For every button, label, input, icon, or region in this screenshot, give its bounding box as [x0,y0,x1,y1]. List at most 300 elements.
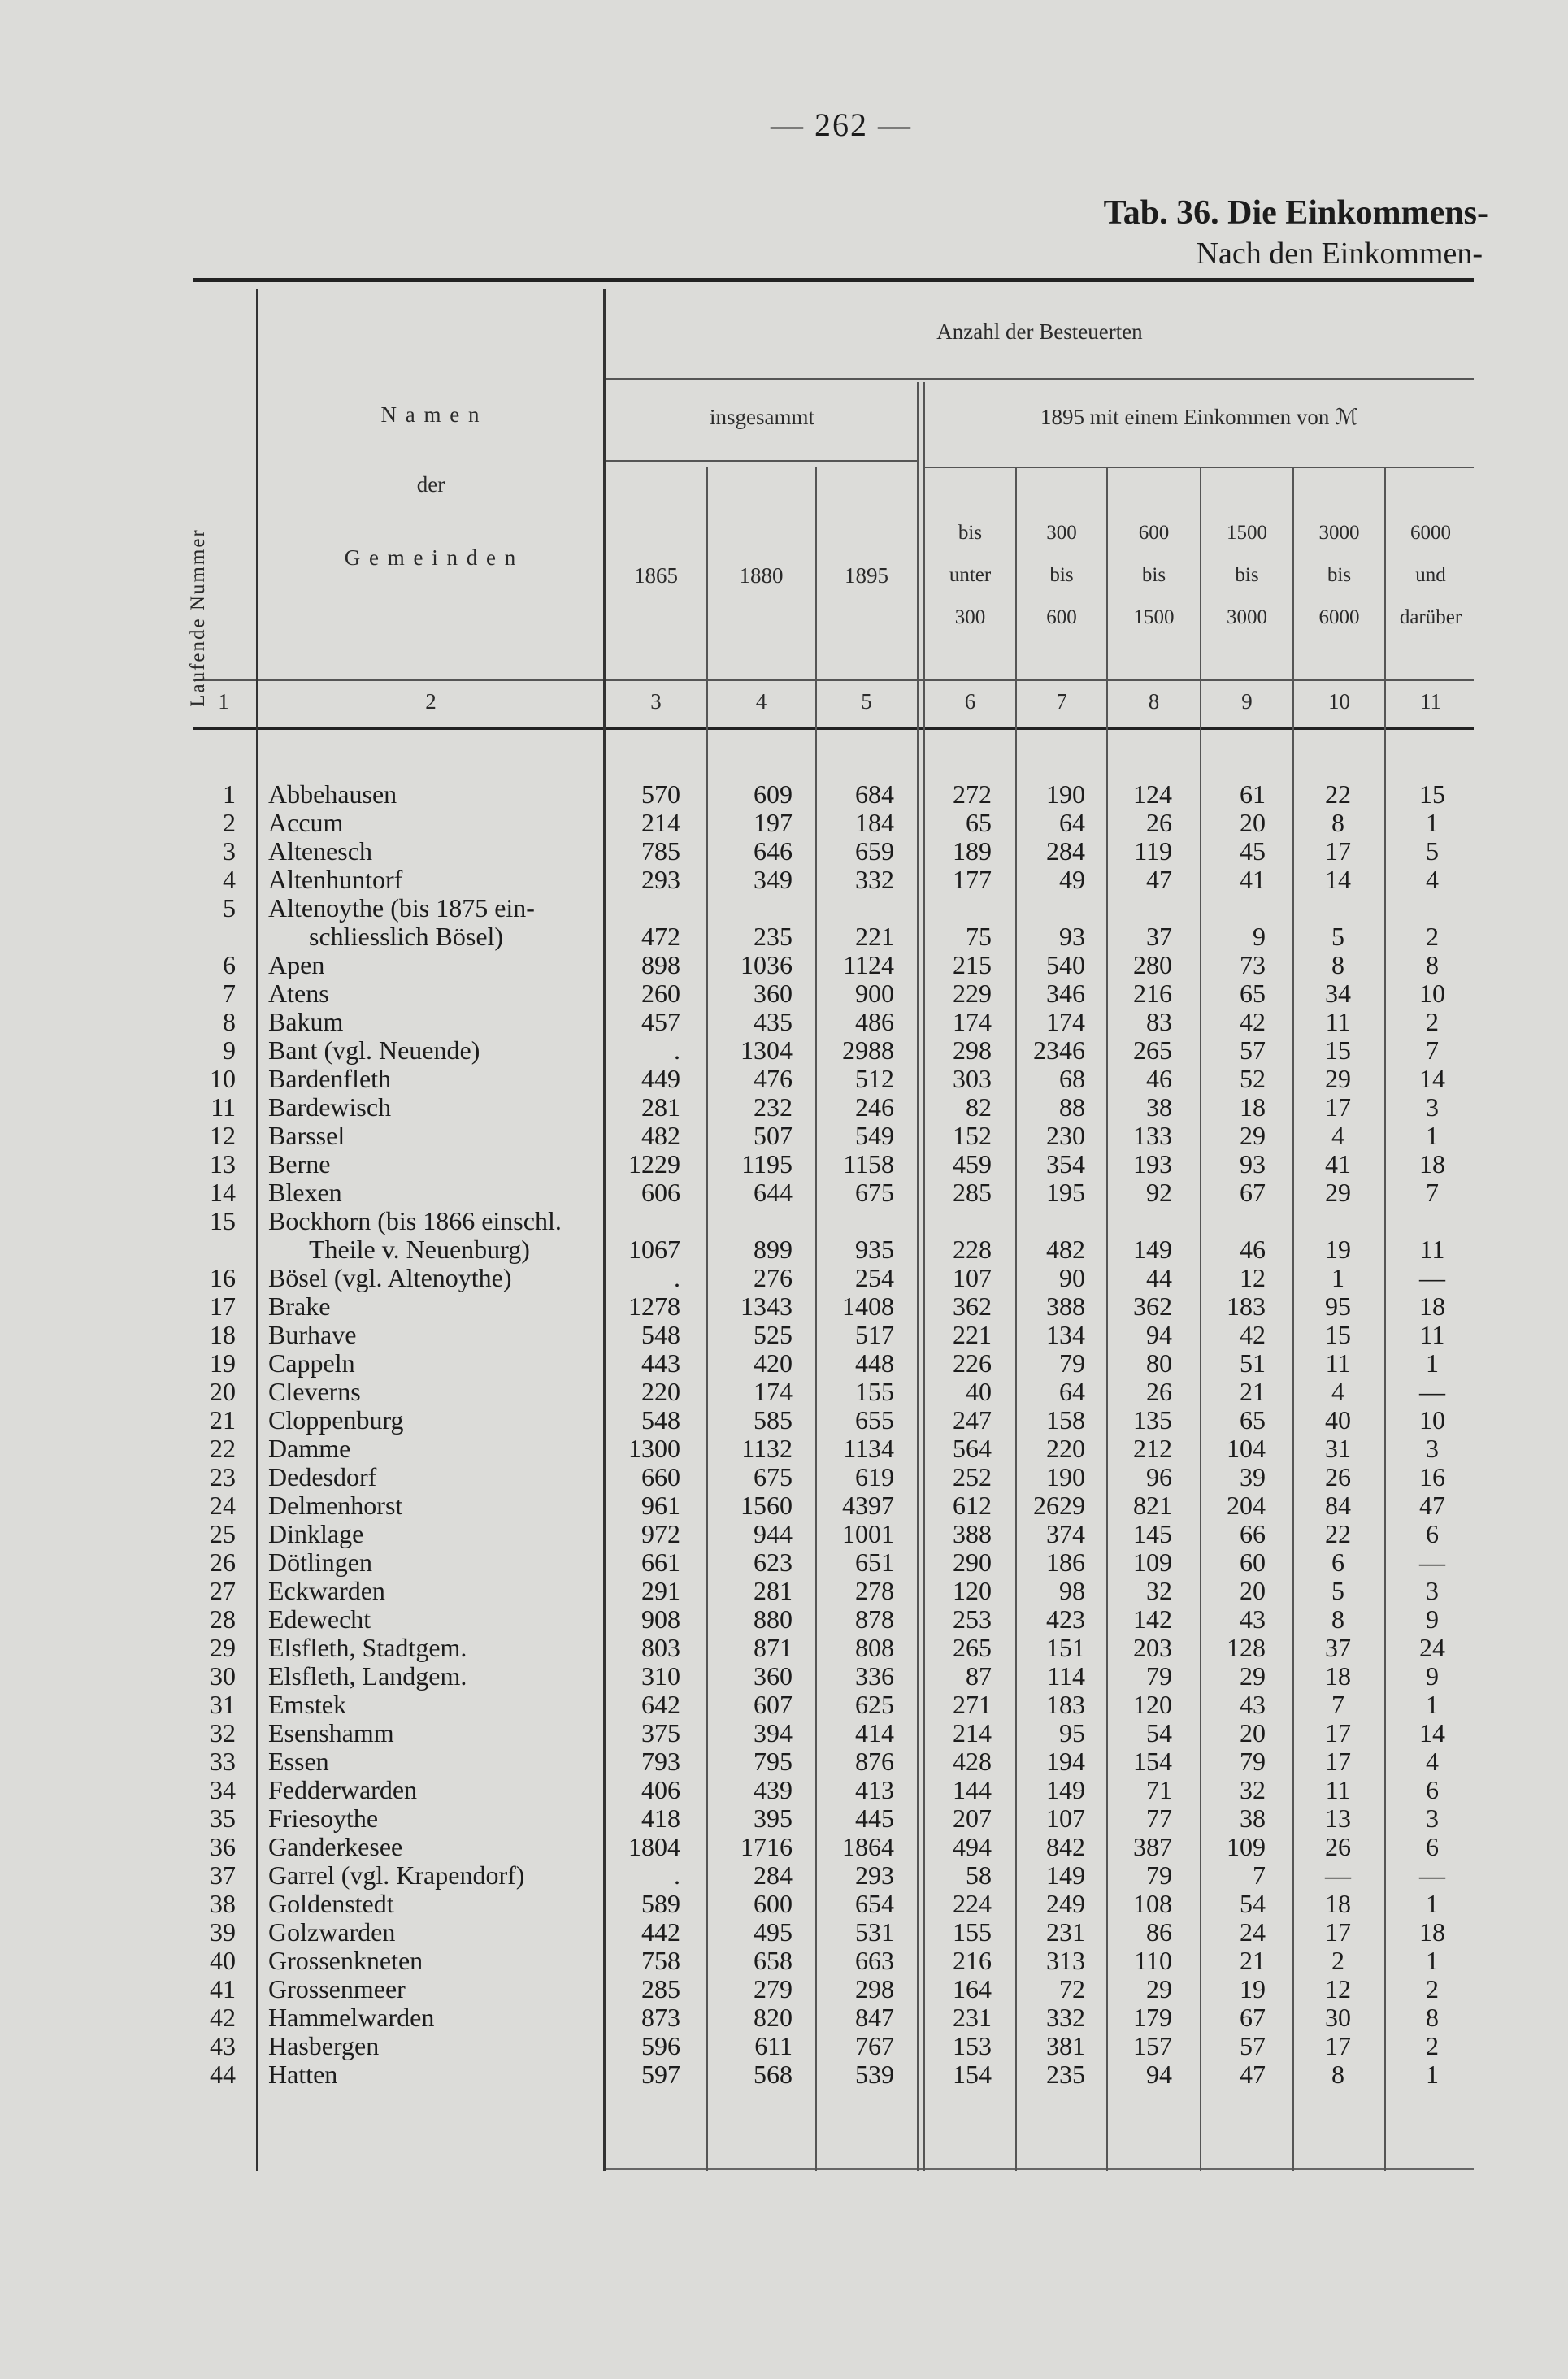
row-value-col-11: 14 [1419,1064,1445,1093]
row-value-col-10: 7 [1331,1690,1344,1719]
row-number: 5 [223,893,236,923]
header-anzahl: Anzahl der Besteuerten [936,319,1143,344]
row-value-col-8: 110 [1134,1946,1172,1975]
row-value-col-7: 230 [1046,1121,1085,1150]
row-value-col-8: 71 [1146,1775,1172,1804]
header-bracket-1-line-1: bis [1049,564,1074,586]
row-name: Garrel (vgl. Krapendorf) [268,1860,525,1890]
row-value-col-10: 18 [1325,1889,1351,1918]
row-value-col-11: 14 [1419,1718,1445,1747]
row-value-col-6: 494 [953,1832,992,1861]
row-value-col-4: 232 [754,1092,793,1122]
row-value-col-4: 623 [754,1548,793,1577]
row-name: Bösel (vgl. Altenoythe) [268,1263,512,1292]
row-value-col-6: 231 [953,2003,992,2032]
row-value-col-5: 517 [855,1320,894,1349]
header-year-1865: 1865 [634,563,678,588]
row-value-col-11: 1 [1426,1889,1439,1918]
header-names-line2: der [416,472,445,497]
row-number: 3 [223,836,236,866]
row-value-col-4: 235 [754,922,793,951]
row-number: 31 [210,1690,236,1719]
row-value-col-7: 540 [1046,950,1085,979]
row-value-col-10: 14 [1325,865,1351,894]
row-value-col-6: 154 [953,2060,992,2089]
row-value-col-4: 871 [754,1633,793,1662]
row-value-col-4: 420 [754,1348,793,1378]
row-value-col-5: 293 [855,1860,894,1890]
row-value-col-10: 17 [1325,1092,1351,1122]
row-value-col-6: 564 [953,1434,992,1463]
row-value-col-9: 104 [1227,1434,1266,1463]
row-value-col-7: 374 [1046,1519,1085,1548]
row-name: Apen [268,950,325,979]
row-number: 7 [223,979,236,1008]
row-value-col-6: 228 [953,1235,992,1264]
row-name: Altenesch [268,836,372,866]
row-value-col-11: 2 [1426,2031,1439,2060]
row-value-col-6: 285 [953,1178,992,1207]
row-value-col-7: 149 [1046,1860,1085,1890]
row-name: Altenoythe (bis 1875 ein- [268,893,535,923]
row-value-col-3: 908 [641,1604,680,1634]
row-value-col-5: 1864 [842,1832,894,1861]
row-value-col-9: 20 [1240,1718,1266,1747]
row-value-col-8: 216 [1133,979,1172,1008]
row-value-col-5: 512 [855,1064,894,1093]
row-value-col-10: 17 [1325,1747,1351,1776]
row-value-col-11: 47 [1419,1491,1445,1520]
row-name: Cappeln [268,1348,355,1378]
row-value-col-5: 654 [855,1889,894,1918]
row-value-col-7: 482 [1046,1235,1085,1264]
row-value-col-7: 64 [1059,1377,1085,1406]
row-value-col-8: 120 [1133,1690,1172,1719]
row-value-col-11: 1 [1426,808,1439,837]
row-value-col-6: 224 [953,1889,992,1918]
row-value-col-10: 8 [1331,2060,1344,2089]
row-value-col-4: 507 [754,1121,793,1150]
row-value-col-9: 41 [1240,865,1266,894]
row-value-col-7: 79 [1059,1348,1085,1378]
row-value-col-5: 675 [855,1178,894,1207]
row-value-col-4: 585 [754,1405,793,1435]
row-value-col-7: 235 [1046,2060,1085,2089]
row-value-col-9: 109 [1227,1832,1266,1861]
row-value-col-3: 548 [641,1320,680,1349]
row-value-col-3: 597 [641,2060,680,2089]
row-value-col-3: 1278 [628,1292,680,1321]
row-number: 43 [210,2031,236,2060]
row-value-col-11: 15 [1419,779,1445,809]
row-value-col-6: 153 [953,2031,992,2060]
row-value-col-11: 7 [1426,1035,1439,1065]
row-value-col-8: 124 [1133,779,1172,809]
row-value-col-5: 619 [855,1462,894,1491]
row-value-col-8: 108 [1133,1889,1172,1918]
row-value-col-5: 4397 [842,1491,894,1520]
row-value-col-3: 482 [641,1121,680,1150]
row-name: Elsfleth, Stadtgem. [268,1633,467,1662]
row-value-col-11: 10 [1419,979,1445,1008]
row-value-col-3: 406 [641,1775,680,1804]
row-value-col-11: 8 [1426,2003,1439,2032]
row-value-col-8: 86 [1146,1917,1172,1947]
row-value-col-10: 26 [1325,1832,1351,1861]
row-value-col-3: 310 [641,1661,680,1691]
row-value-col-6: 303 [953,1064,992,1093]
row-value-col-4: 439 [754,1775,793,1804]
row-value-col-4: 611 [754,2031,793,2060]
row-value-col-5: 684 [855,779,894,809]
row-value-col-7: 2346 [1033,1035,1085,1065]
column-number-8: 8 [1148,689,1160,714]
row-value-col-11: 5 [1426,836,1439,866]
row-value-col-4: 609 [754,779,793,809]
header-insgesammt: insgesammt [710,405,814,429]
column-number-1: 1 [218,689,229,714]
row-value-col-7: 183 [1046,1690,1085,1719]
row-value-col-10: 2 [1331,1946,1344,1975]
row-value-col-9: 51 [1240,1348,1266,1378]
row-value-col-11: — [1419,1263,1445,1292]
row-value-col-5: 1408 [842,1292,894,1321]
column-number-9: 9 [1241,689,1253,714]
row-value-col-4: 1195 [741,1149,793,1179]
row-value-col-8: 157 [1133,2031,1172,2060]
row-value-col-8: 37 [1146,922,1172,951]
row-value-col-7: 842 [1046,1832,1085,1861]
row-number: 38 [210,1889,236,1918]
row-value-col-9: 42 [1240,1320,1266,1349]
row-value-col-3: 281 [641,1092,680,1122]
row-value-col-9: 43 [1240,1604,1266,1634]
row-value-col-10: 41 [1325,1149,1351,1179]
table-subtitle: Nach den Einkommen- [1196,237,1483,271]
row-number: 20 [210,1377,236,1406]
row-value-col-11: 24 [1419,1633,1445,1662]
row-value-col-5: 278 [855,1576,894,1605]
row-value-col-4: 600 [754,1889,793,1918]
row-value-col-7: 95 [1059,1718,1085,1747]
row-value-col-3: 214 [641,808,680,837]
header-laufende-nummer: Laufende Nummer [187,528,209,707]
row-value-col-5: 486 [855,1007,894,1036]
row-value-col-10: 5 [1331,1576,1344,1605]
row-value-col-3: . [674,1860,680,1890]
row-value-col-8: 203 [1133,1633,1172,1662]
row-value-col-3: 661 [641,1548,680,1577]
row-value-col-3: 1804 [628,1832,680,1861]
row-number: 9 [223,1035,236,1065]
header-bracket-3-line-0: 1500 [1227,522,1267,544]
row-value-col-7: 313 [1046,1946,1085,1975]
row-value-col-5: 1158 [843,1149,894,1179]
row-value-col-3: 660 [641,1462,680,1491]
header-bracket-0-line-2: 300 [954,606,986,628]
row-value-col-8: 26 [1146,1377,1172,1406]
row-value-col-4: 349 [754,865,793,894]
row-name: Emstek [268,1690,346,1719]
row-value-col-3: 1229 [628,1149,680,1179]
row-name: Hasbergen [268,2031,380,2060]
row-number: 13 [210,1149,236,1179]
row-value-col-5: 448 [855,1348,894,1378]
row-number: 11 [211,1092,236,1122]
row-value-col-9: 21 [1240,1377,1266,1406]
row-value-col-7: 93 [1059,922,1085,951]
row-value-col-8: 154 [1133,1747,1172,1776]
row-number: 17 [210,1292,236,1321]
row-value-col-9: 43 [1240,1690,1266,1719]
row-value-col-10: 5 [1331,922,1344,951]
row-value-col-9: 29 [1240,1121,1266,1150]
row-value-col-6: 144 [953,1775,992,1804]
row-number: 22 [210,1434,236,1463]
row-value-col-7: 114 [1047,1661,1085,1691]
header-bracket-3-line-1: bis [1235,564,1259,586]
row-value-col-8: 94 [1146,2060,1172,2089]
row-value-col-9: 128 [1227,1633,1266,1662]
row-number: 18 [210,1320,236,1349]
row-value-col-9: 46 [1240,1235,1266,1264]
row-value-col-7: 346 [1046,979,1085,1008]
row-name: Dedesdorf [268,1462,377,1491]
row-value-col-4: 675 [754,1462,793,1491]
row-value-col-11: 6 [1426,1775,1439,1804]
row-value-col-7: 98 [1059,1576,1085,1605]
row-value-col-9: 7 [1253,1860,1266,1890]
row-name: Damme [268,1434,351,1463]
row-value-col-4: 394 [754,1718,793,1747]
row-value-col-6: 87 [966,1661,992,1691]
row-value-col-10: — [1325,1860,1351,1890]
header-bracket-4-line-1: bis [1327,564,1352,586]
row-value-col-5: 808 [855,1633,894,1662]
row-value-col-6: 177 [953,865,992,894]
row-number: 12 [210,1121,236,1150]
row-number: 34 [210,1775,236,1804]
header-bracket-4-line-0: 3000 [1318,522,1360,544]
row-value-col-10: 26 [1325,1462,1351,1491]
row-value-col-8: 193 [1133,1149,1172,1179]
row-value-col-3: 285 [641,1974,680,2003]
row-name: Dinklage [268,1519,364,1548]
row-value-col-10: 37 [1325,1633,1351,1662]
row-number: 41 [210,1974,236,2003]
row-value-col-10: 31 [1325,1434,1351,1463]
row-value-col-5: 155 [855,1377,894,1406]
row-value-col-7: 284 [1046,836,1085,866]
row-value-col-11: 18 [1419,1149,1445,1179]
row-value-col-8: 119 [1134,836,1172,866]
row-value-col-3: 961 [641,1491,680,1520]
row-value-col-6: 253 [953,1604,992,1634]
header-names-line3: G e m e i n d e n [344,545,518,570]
row-value-col-10: 29 [1325,1178,1351,1207]
row-value-col-5: 651 [855,1548,894,1577]
row-value-col-9: 9 [1253,922,1266,951]
row-value-col-8: 109 [1133,1548,1172,1577]
row-value-col-7: 68 [1059,1064,1085,1093]
row-value-col-10: 12 [1325,1974,1351,2003]
row-value-col-6: 75 [966,922,992,951]
row-value-col-5: 659 [855,836,894,866]
row-value-col-8: 212 [1133,1434,1172,1463]
row-value-col-8: 83 [1146,1007,1172,1036]
row-name: Essen [268,1747,329,1776]
row-value-col-9: 45 [1240,836,1266,866]
row-value-col-3: . [674,1263,680,1292]
row-value-col-10: 18 [1325,1661,1351,1691]
row-number: 21 [210,1405,236,1435]
row-value-col-7: 90 [1059,1263,1085,1292]
row-name: Blexen [268,1178,342,1207]
row-value-col-11: 9 [1426,1604,1439,1634]
row-value-col-9: 61 [1240,779,1266,809]
row-value-col-9: 65 [1240,1405,1266,1435]
row-value-col-7: 354 [1046,1149,1085,1179]
column-number-7: 7 [1056,689,1067,714]
row-value-col-9: 38 [1240,1804,1266,1833]
row-value-col-10: 95 [1325,1292,1351,1321]
row-name: Elsfleth, Landgem. [268,1661,467,1691]
row-value-col-6: 265 [953,1633,992,1662]
row-value-col-11: — [1419,1860,1445,1890]
row-number: 14 [210,1178,236,1207]
row-value-col-11: — [1419,1548,1445,1577]
row-value-col-10: 8 [1331,950,1344,979]
header-year-1895: 1895 [845,563,888,588]
row-value-col-9: 18 [1240,1092,1266,1122]
row-value-col-10: 8 [1331,1604,1344,1634]
row-value-col-6: 58 [966,1860,992,1890]
row-value-col-8: 29 [1146,1974,1172,2003]
row-value-col-10: 17 [1325,836,1351,866]
row-value-col-6: 65 [966,808,992,837]
row-value-col-7: 134 [1046,1320,1085,1349]
row-value-col-10: 17 [1325,1917,1351,1947]
row-value-col-4: 525 [754,1320,793,1349]
row-number: 32 [210,1718,236,1747]
row-value-col-11: 1 [1426,2060,1439,2089]
row-value-col-4: 495 [754,1917,793,1947]
row-value-col-4: 360 [754,1661,793,1691]
row-value-col-10: 11 [1325,1348,1351,1378]
row-value-col-9: 65 [1240,979,1266,1008]
row-value-col-9: 47 [1240,2060,1266,2089]
row-number: 35 [210,1804,236,1833]
row-value-col-8: 26 [1146,808,1172,837]
row-value-col-5: 413 [855,1775,894,1804]
row-value-col-6: 164 [953,1974,992,2003]
row-value-col-9: 67 [1240,2003,1266,2032]
row-value-col-9: 42 [1240,1007,1266,1036]
row-value-col-11: 18 [1419,1292,1445,1321]
row-value-col-5: 254 [855,1263,894,1292]
row-value-col-7: 151 [1046,1633,1085,1662]
row-value-col-6: 290 [953,1548,992,1577]
row-number: 1 [223,779,236,809]
row-value-col-4: 1036 [741,950,793,979]
row-value-col-8: 362 [1133,1292,1172,1321]
row-number: 23 [210,1462,236,1491]
header-bracket-3-line-2: 3000 [1227,606,1267,628]
row-value-col-4: 1304 [741,1035,793,1065]
column-number-4: 4 [755,689,767,714]
row-name-continued: schliesslich Bösel) [309,922,504,951]
row-value-col-6: 272 [953,779,992,809]
row-value-col-10: 4 [1331,1121,1344,1150]
row-value-col-11: 7 [1426,1178,1439,1207]
row-value-col-8: 145 [1133,1519,1172,1548]
row-number: 6 [223,950,236,979]
row-value-col-6: 120 [953,1576,992,1605]
row-value-col-5: 332 [855,865,894,894]
row-value-col-3: 443 [641,1348,680,1378]
row-value-col-5: 539 [855,2060,894,2089]
row-value-col-11: 1 [1426,1946,1439,1975]
row-value-col-9: 73 [1240,950,1266,979]
row-name: Burhave [268,1320,357,1349]
row-value-col-5: 935 [855,1235,894,1264]
row-value-col-7: 190 [1046,1462,1085,1491]
row-name: Brake [268,1292,331,1321]
row-number: 15 [210,1206,236,1235]
column-number-2: 2 [425,689,437,714]
row-name: Eckwarden [268,1576,385,1605]
row-value-col-5: 2988 [842,1035,894,1065]
row-value-col-7: 64 [1059,808,1085,837]
row-value-col-4: 1343 [741,1292,793,1321]
row-number: 25 [210,1519,236,1548]
header-names-line1: N a m e n [380,402,481,427]
row-value-col-4: 644 [754,1178,793,1207]
row-value-col-10: 11 [1325,1775,1351,1804]
row-value-col-3: . [674,1035,680,1065]
row-value-col-5: 445 [855,1804,894,1833]
row-value-col-5: 184 [855,808,894,837]
row-value-col-7: 88 [1059,1092,1085,1122]
row-value-col-7: 249 [1046,1889,1085,1918]
row-value-col-4: 197 [754,808,793,837]
row-value-col-7: 149 [1046,1775,1085,1804]
row-value-col-6: 221 [953,1320,992,1349]
row-value-col-4: 607 [754,1690,793,1719]
row-value-col-11: 3 [1426,1576,1439,1605]
row-value-col-10: 17 [1325,2031,1351,2060]
row-value-col-3: 873 [641,2003,680,2032]
row-number: 16 [210,1263,236,1292]
row-value-col-10: 6 [1331,1548,1344,1577]
row-value-col-10: 17 [1325,1718,1351,1747]
row-value-col-11: 3 [1426,1092,1439,1122]
row-number: 28 [210,1604,236,1634]
row-value-col-8: 142 [1133,1604,1172,1634]
row-value-col-9: 79 [1240,1747,1266,1776]
row-name: Golzwarden [268,1917,396,1947]
row-name: Barssel [268,1121,345,1150]
row-number: 39 [210,1917,236,1947]
row-number: 10 [210,1064,236,1093]
row-value-col-3: 972 [641,1519,680,1548]
row-name: Bardewisch [268,1092,392,1122]
row-value-col-4: 899 [754,1235,793,1264]
row-value-col-6: 362 [953,1292,992,1321]
row-value-col-8: 133 [1133,1121,1172,1150]
row-value-col-7: 186 [1046,1548,1085,1577]
row-value-col-5: 1001 [842,1519,894,1548]
